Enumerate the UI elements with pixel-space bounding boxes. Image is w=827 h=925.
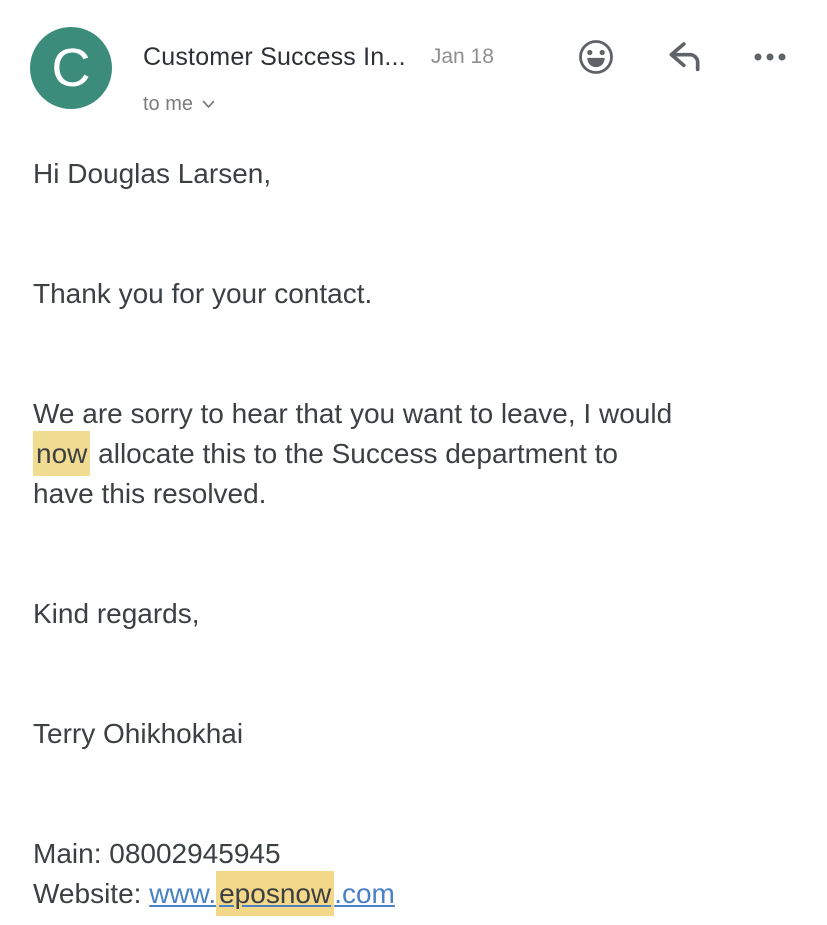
link-suffix: .com xyxy=(334,878,395,909)
sorry-line-1: We are sorry to hear that you want to leave, I would xyxy=(33,398,673,429)
link-prefix: www. xyxy=(149,878,217,909)
header-row xyxy=(143,34,790,80)
avatar[interactable]: C xyxy=(30,27,112,109)
header-main xyxy=(143,27,790,116)
message-date: Jan 18 xyxy=(430,45,494,68)
chevron-down-icon xyxy=(202,100,215,109)
more-options-button[interactable] xyxy=(750,34,790,80)
sorry-line-3: have this resolved. xyxy=(33,478,267,509)
email-body xyxy=(0,116,827,914)
email-header xyxy=(0,0,827,116)
sender-name[interactable]: Customer Success In... xyxy=(143,42,406,71)
website-link[interactable] xyxy=(149,871,395,916)
greeting-paragraph: Hi Douglas Larsen, xyxy=(33,158,272,189)
highlight-now: now xyxy=(33,431,90,476)
highlight-eposnow: eposnow xyxy=(216,871,334,916)
website-line xyxy=(33,871,395,916)
sorry-line-2: allocate this to the Success department to xyxy=(90,438,618,469)
website-label: Website: xyxy=(33,878,150,909)
contact-block xyxy=(33,834,797,914)
recipient-row[interactable] xyxy=(143,93,215,116)
main-phone-line: Main: 08002945945 xyxy=(33,838,281,869)
reply-icon xyxy=(663,37,703,77)
add-reaction-button[interactable] xyxy=(576,34,616,80)
sorry-paragraph xyxy=(33,394,797,514)
closing-paragraph: Kind regards, xyxy=(33,598,200,629)
add-reaction-icon xyxy=(576,37,616,77)
more-options-icon xyxy=(750,37,790,77)
signature-name: Terry Ohikhokhai xyxy=(33,718,244,749)
thanks-paragraph: Thank you for your contact. xyxy=(33,278,373,309)
recipient-label: to me xyxy=(143,93,194,115)
reply-button[interactable] xyxy=(663,34,703,80)
